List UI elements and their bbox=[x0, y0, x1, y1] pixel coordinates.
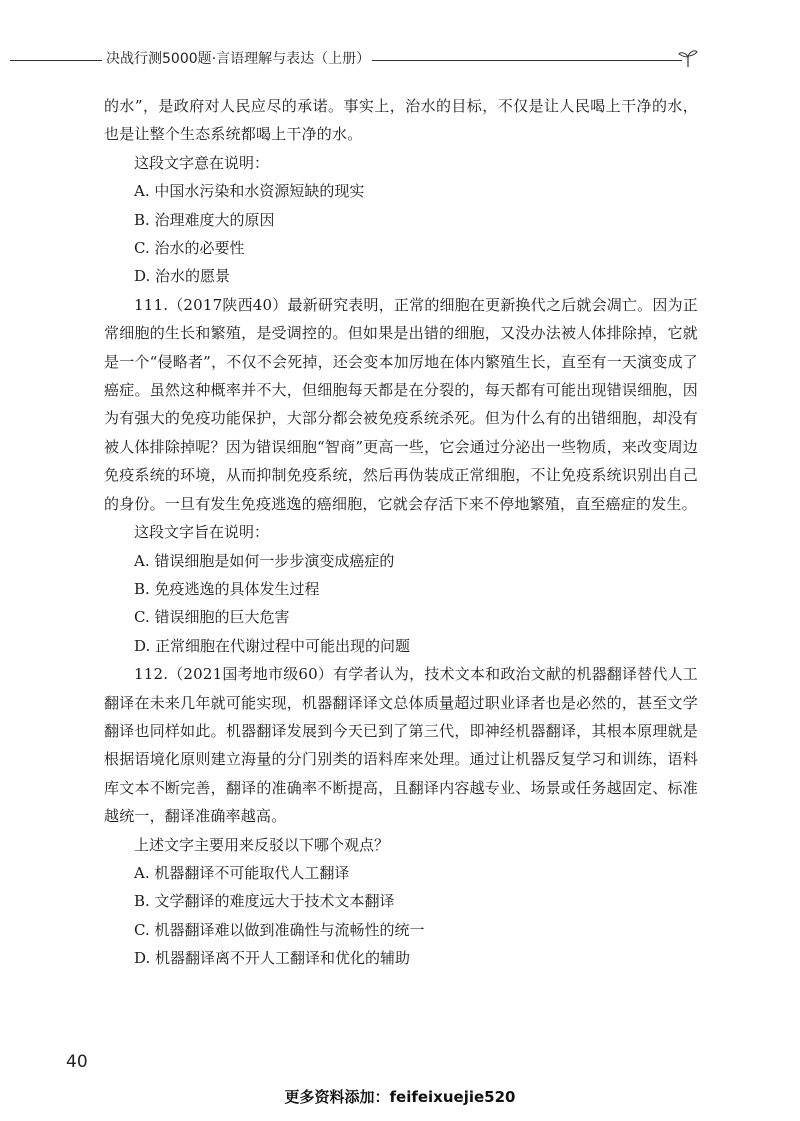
question-111-option-d: D. 正常细胞在代谢过程中可能出现的问题 bbox=[134, 636, 411, 655]
header-title: 决战行测5000题·言语理解与表达（上册） bbox=[106, 51, 371, 67]
question-111-option-c: C. 错误细胞的巨大危害 bbox=[134, 608, 290, 627]
question-110-option-c: C. 治水的必要性 bbox=[134, 239, 245, 258]
question-112-stem: 上述文字主要用来反驳以下哪个观点？ bbox=[134, 835, 390, 854]
page-number: 40 bbox=[66, 1052, 88, 1072]
question-112-option-a: A. 机器翻译不可能取代人工翻译 bbox=[134, 863, 350, 882]
question-112-passage: 112.（2021国考地市级60）有学者认为，技术文本和政治文献的机器翻译替代人工翻译在未来几年就可能实现，机器翻译译文总体质量超过职业译者也是必然的，甚至文学翻译也同样如此。机器翻译发展到今天已到了第三代，即神经机器翻译，其根本原理就是根据语境化原则建立海量的分门别类的语料库来处理。通过让机器反复学习和训练，语料库文本不断完善，翻译的准确率不断提高，且翻译内容越专业、场景或任务越固定、标准越统一，翻译准确率越高。 bbox=[104, 665, 698, 826]
question-111-option-a: A. 错误细胞是如何一步步演变成癌症的 bbox=[134, 551, 395, 570]
question-110-option-b: B. 治理难度大的原因 bbox=[134, 210, 275, 229]
question-111-stem: 这段文字旨在说明： bbox=[134, 523, 270, 542]
question-111-passage: 111.（2017陕西40）最新研究表明，正常的细胞在更新换代之后就会凋亡。因为正常细胞的生长和繁殖，是受调控的。但如果是出错的细胞，又没办法被人体排除掉，它就是一个“侵略者”，不仅不会死掉，还会变本加厉地在体内繁殖生长，直至有一天演变成了癌症。虽然这种概率并不大，但细胞每天都是在分裂的，每天都有可能出现错误细胞，因为有强大的免疫功能保护，大部分都会被免疫系统杀死。但为什么有的出错细胞，却没有被人体排除掉呢？因为错误细胞“智商”更高一些，它会通过分泌出一些物质，来改变周边免疫系统的环境，从而抑制免疫系统，然后再伪装成正常细胞，不让免疫系统识别出自己的身份。一旦有发生免疫逃逸的癌细胞，它就会存活下来不停地繁殖，直至癌症的发生。 bbox=[104, 295, 698, 513]
intro-paragraph: 的水”，是政府对人民应尽的承诺。事实上，治水的目标，不仅是让人民喝上干净的水，也是让整个生态系统都喝上干净的水。 bbox=[104, 97, 698, 144]
question-110-option-a: A. 中国水污染和水资源短缺的现实 bbox=[134, 182, 365, 201]
header-rule-left bbox=[10, 60, 102, 61]
question-112-option-c: C. 机器翻译难以做到准确性与流畅性的统一 bbox=[134, 920, 425, 939]
question-112-option-b: B. 文学翻译的难度远大于技术文本翻译 bbox=[134, 892, 395, 911]
header-rule-right bbox=[372, 60, 682, 61]
question-110-stem: 这段文字意在说明： bbox=[134, 153, 270, 172]
question-112-option-d: D. 机器翻译离不开人工翻译和优化的辅助 bbox=[134, 949, 411, 968]
footer-note: 更多资料添加：feifeixuejie520 bbox=[284, 1088, 516, 1106]
question-111-option-b: B. 免疫逃逸的具体发生过程 bbox=[134, 579, 320, 598]
sprout-icon bbox=[676, 48, 700, 68]
running-header bbox=[0, 48, 800, 70]
page-content bbox=[104, 92, 698, 973]
question-110-option-d: D. 治水的愿景 bbox=[134, 267, 231, 286]
